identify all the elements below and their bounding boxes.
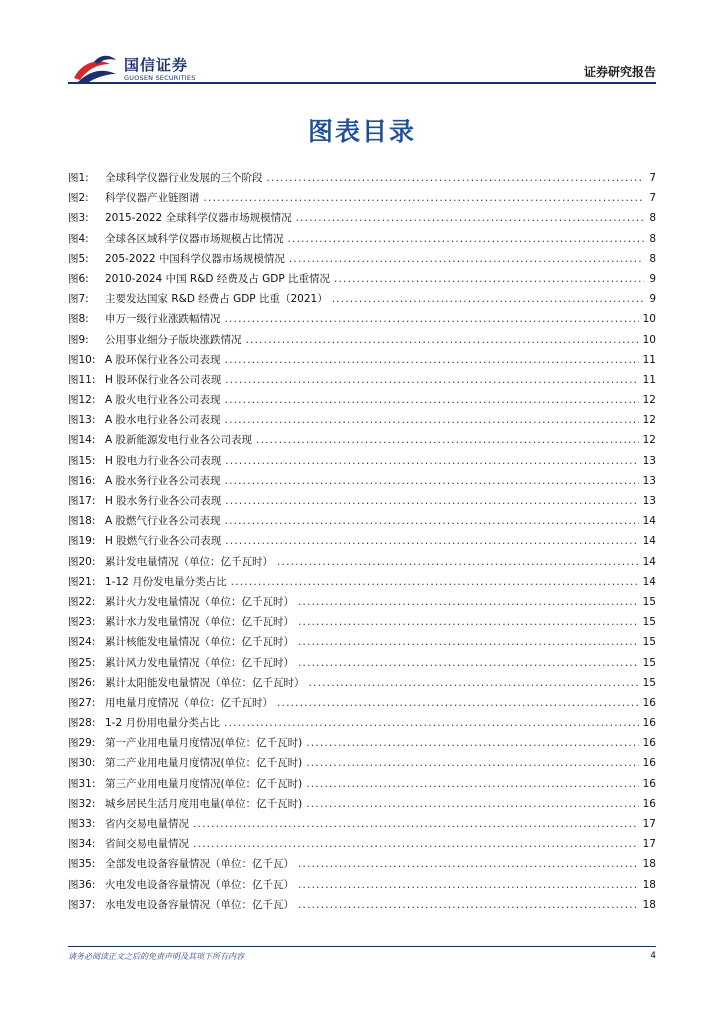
- toc-entry[interactable]: [68, 269, 656, 289]
- guosen-logo: [72, 52, 212, 86]
- toc-entry[interactable]: [68, 733, 656, 753]
- toc-page-number: 9: [649, 272, 656, 285]
- toc-entry[interactable]: [68, 410, 656, 430]
- toc-page-number: 18: [642, 898, 656, 911]
- toc-figure-number: 图31:: [68, 777, 96, 790]
- toc-page-number: 11: [642, 373, 656, 386]
- toc-dot-leader: [256, 430, 639, 450]
- toc-entry-title: 第三产业用电量月度情况(单位：亿千瓦时): [105, 777, 303, 790]
- toc-page-number: 16: [642, 717, 656, 730]
- toc-page-number: 8: [649, 232, 656, 245]
- toc-figure-number: 图35:: [68, 858, 96, 871]
- header-divider: [68, 82, 656, 84]
- toc-page-number: 15: [642, 676, 656, 689]
- toc-figure-number: 图24:: [68, 636, 96, 649]
- toc-dot-leader: [225, 511, 639, 531]
- toc-figure-number: 图30:: [68, 757, 96, 770]
- toc-page-number: 12: [642, 414, 656, 427]
- toc-entry[interactable]: [68, 753, 656, 773]
- toc-figure-number: 图25:: [68, 656, 96, 669]
- toc-figure-number: 图36:: [68, 878, 96, 891]
- toc-entry[interactable]: [68, 330, 656, 350]
- toc-page-number: 16: [642, 757, 656, 770]
- toc-entry[interactable]: [68, 390, 656, 410]
- toc-dot-leader: [306, 794, 638, 814]
- toc-figure-number: 图19:: [68, 535, 96, 548]
- toc-entry-title: 全球科学仪器行业发展的三个阶段: [105, 172, 263, 184]
- figure-table-of-contents: [68, 168, 656, 915]
- toc-entry-title: A 股水务行业各公司表现: [105, 474, 221, 487]
- toc-entry-title: 省内交易电量情况: [105, 818, 189, 830]
- toc-figure-number: 图1:: [68, 172, 89, 184]
- toc-entry-title: 省间交易电量情况: [105, 838, 189, 851]
- toc-entry[interactable]: [68, 531, 656, 551]
- toc-page-number: 15: [642, 616, 656, 629]
- toc-figure-number: 图15:: [68, 454, 96, 467]
- toc-entry-title: 用电量月度情况（单位：亿千瓦时）: [105, 696, 273, 709]
- toc-entry-title: 第一产业用电量月度情况(单位：亿千瓦时): [105, 737, 303, 750]
- toc-page-number: 16: [642, 696, 656, 709]
- toc-page-number: 11: [642, 353, 656, 366]
- toc-dot-leader: [298, 592, 639, 612]
- toc-entry[interactable]: [68, 471, 656, 491]
- toc-page-number: 13: [642, 495, 656, 507]
- toc-figure-number: 图6:: [68, 272, 89, 285]
- toc-figure-number: 图14:: [68, 434, 96, 447]
- toc-entry-title: A 股新能源发电行业各公司表现: [105, 434, 253, 447]
- toc-figure-number: 图16:: [68, 474, 96, 487]
- toc-entry-title: 2015-2022 全球科学仪器市场规模情况: [105, 212, 292, 225]
- toc-entry-title: 累计火力发电量情况（单位：亿千瓦时）: [105, 595, 294, 608]
- toc-figure-number: 图9:: [68, 333, 89, 346]
- toc-page-number: 18: [642, 878, 656, 891]
- toc-entry-title: 1-2 月份用电量分类占比: [105, 717, 220, 730]
- toc-entry[interactable]: [68, 188, 656, 208]
- toc-page-number: 14: [642, 555, 656, 568]
- toc-entry-title: 主要发达国家 R&D 经费占 GDP 比重（2021）: [105, 293, 328, 306]
- toc-figure-number: 图4:: [68, 232, 89, 245]
- toc-dot-leader: [225, 410, 639, 430]
- toc-entry-title: 累计发电量情况（单位：亿千瓦时）: [105, 555, 273, 568]
- toc-entry[interactable]: [68, 794, 656, 814]
- toc-entry[interactable]: [68, 491, 656, 511]
- toc-entry[interactable]: [68, 168, 656, 188]
- toc-entry[interactable]: [68, 511, 656, 531]
- toc-entry-title: 城乡居民生活月度用电量(单位：亿千瓦时): [105, 797, 303, 810]
- toc-page-number: 10: [642, 333, 656, 346]
- toc-figure-number: 图29:: [68, 737, 96, 750]
- toc-page-number: 15: [642, 595, 656, 608]
- toc-dot-leader: [225, 471, 639, 491]
- toc-figure-number: 图3:: [68, 212, 89, 225]
- toc-entry-title: 全球各区域科学仪器市场规模占比情况: [105, 232, 284, 245]
- toc-dot-leader: [246, 330, 639, 350]
- toc-dot-leader: [277, 693, 639, 713]
- toc-figure-number: 图37:: [68, 898, 96, 911]
- toc-entry-title: 累计太阳能发电量情况（单位：亿千瓦时）: [105, 676, 305, 689]
- logo-chinese-name: 国信证券: [124, 56, 189, 74]
- toc-entry[interactable]: [68, 451, 656, 471]
- toc-page-number: 13: [642, 474, 656, 487]
- toc-figure-number: 图2:: [68, 192, 89, 205]
- toc-page-number: 8: [649, 212, 656, 225]
- toc-figure-number: 图22:: [68, 595, 96, 608]
- toc-dot-leader: [298, 895, 639, 915]
- toc-entry-title: H 股水务行业各公司表现: [105, 495, 222, 507]
- toc-figure-number: 图7:: [68, 293, 89, 306]
- toc-page-number: 15: [642, 636, 656, 649]
- toc-page-number: 17: [642, 838, 656, 851]
- toc-page-number: 14: [642, 515, 656, 528]
- toc-entry-title: A 股火电行业各公司表现: [105, 394, 221, 407]
- toc-entry-title: 水电发电设备容量情况（单位：亿千瓦）: [105, 898, 294, 911]
- toc-figure-number: 图18:: [68, 515, 96, 528]
- toc-dot-leader: [296, 208, 644, 228]
- toc-entry[interactable]: [68, 653, 656, 673]
- toc-dot-leader: [298, 875, 639, 895]
- toc-figure-number: 图10:: [68, 353, 96, 366]
- toc-entry[interactable]: [68, 229, 656, 249]
- toc-figure-number: 图13:: [68, 414, 96, 427]
- toc-page-number: 17: [642, 818, 656, 830]
- toc-dot-leader: [225, 451, 638, 471]
- toc-page-number: 10: [642, 313, 656, 326]
- toc-entry-title: H 股电力行业各公司表现: [105, 454, 222, 467]
- toc-page-number: 8: [649, 252, 656, 265]
- toc-entry[interactable]: [68, 713, 656, 733]
- toc-dot-leader: [289, 249, 644, 269]
- report-type-label: 证券研究报告: [583, 65, 656, 79]
- toc-entry-title: 2010-2024 中国 R&D 经费及占 GDP 比重情况: [105, 272, 331, 285]
- toc-dot-leader: [334, 269, 644, 289]
- toc-dot-leader: [277, 552, 639, 572]
- guosen-logo-icon: [72, 52, 120, 86]
- toc-page-number: 12: [642, 434, 656, 447]
- toc-entry-title: A 股环保行业各公司表现: [105, 353, 221, 366]
- toc-entry-title: 科学仪器产业链图谱: [105, 192, 200, 205]
- toc-entry-title: 第二产业用电量月度情况(单位：亿千瓦时): [105, 757, 303, 770]
- toc-entry[interactable]: [68, 289, 656, 309]
- toc-dot-leader: [225, 531, 638, 551]
- toc-entry[interactable]: [68, 895, 656, 915]
- toc-figure-number: 图28:: [68, 717, 96, 730]
- toc-dot-leader: [267, 168, 645, 188]
- toc-entry[interactable]: [68, 572, 656, 592]
- toc-dot-leader: [288, 229, 645, 249]
- toc-dot-leader: [225, 491, 638, 511]
- toc-figure-number: 图23:: [68, 616, 96, 629]
- toc-entry[interactable]: [68, 350, 656, 370]
- toc-entry[interactable]: [68, 370, 656, 390]
- toc-entry[interactable]: [68, 552, 656, 572]
- page-title: 图表目录: [307, 117, 416, 146]
- logo-english-name: GUOSEN SECURITIES: [124, 74, 196, 82]
- toc-entry-title: 1-12 月份发电量分类占比: [105, 575, 227, 588]
- toc-entry[interactable]: [68, 632, 656, 652]
- toc-page-number: 14: [642, 535, 656, 548]
- toc-dot-leader: [225, 350, 639, 370]
- toc-page-number: 15: [642, 656, 656, 669]
- toc-entry[interactable]: [68, 673, 656, 693]
- toc-page-number: 12: [642, 394, 656, 407]
- toc-entry[interactable]: [68, 309, 656, 329]
- toc-figure-number: 图33:: [68, 818, 96, 830]
- toc-page-number: 7: [649, 172, 656, 184]
- toc-entry[interactable]: [68, 875, 656, 895]
- toc-entry-title: 火电发电设备容量情况（单位：亿千瓦）: [105, 878, 294, 891]
- toc-figure-number: 图12:: [68, 394, 96, 407]
- page-header: [0, 0, 724, 90]
- footer-divider: [68, 946, 656, 947]
- toc-dot-leader: [225, 309, 639, 329]
- toc-figure-number: 图34:: [68, 838, 96, 851]
- toc-entry-title: A 股水电行业各公司表现: [105, 414, 221, 427]
- toc-figure-number: 图32:: [68, 797, 96, 810]
- toc-entry[interactable]: [68, 592, 656, 612]
- toc-entry-title: H 股燃气行业各公司表现: [105, 535, 222, 548]
- toc-figure-number: 图8:: [68, 313, 89, 326]
- toc-entry-title: 公用事业细分子版块涨跌情况: [105, 333, 242, 346]
- toc-entry[interactable]: [68, 854, 656, 874]
- toc-entry[interactable]: [68, 834, 656, 854]
- toc-entry-title: A 股燃气行业各公司表现: [105, 515, 221, 528]
- toc-page-number: 18: [642, 858, 656, 871]
- toc-figure-number: 图26:: [68, 676, 96, 689]
- toc-dot-leader: [298, 653, 639, 673]
- toc-dot-leader: [231, 572, 639, 592]
- toc-page-number: 13: [642, 454, 656, 467]
- toc-entry-title: 累计风力发电量情况（单位：亿千瓦时）: [105, 656, 294, 669]
- toc-entry-title: 205-2022 中国科学仪器市场规模情况: [105, 252, 285, 265]
- toc-dot-leader: [298, 612, 639, 632]
- toc-page-number: 7: [649, 192, 656, 205]
- toc-dot-leader: [309, 673, 639, 693]
- toc-dot-leader: [306, 774, 638, 794]
- toc-entry-title: H 股环保行业各公司表现: [105, 373, 222, 386]
- toc-page-number: 16: [642, 737, 656, 750]
- toc-entry[interactable]: [68, 612, 656, 632]
- toc-dot-leader: [224, 713, 639, 733]
- toc-entry[interactable]: [68, 208, 656, 228]
- toc-entry-title: 累计水力发电量情况（单位：亿千瓦时）: [105, 616, 294, 629]
- toc-page-number: 16: [642, 797, 656, 810]
- toc-page-number: 16: [642, 777, 656, 790]
- toc-figure-number: 图21:: [68, 575, 96, 588]
- toc-entry[interactable]: [68, 249, 656, 269]
- toc-figure-number: 图27:: [68, 696, 96, 709]
- toc-entry[interactable]: [68, 693, 656, 713]
- toc-entry-title: 申万一级行业涨跌幅情况: [105, 313, 221, 326]
- toc-dot-leader: [193, 834, 639, 854]
- toc-figure-number: 图17:: [68, 495, 96, 507]
- toc-page-number: 9: [649, 293, 656, 306]
- toc-figure-number: 图20:: [68, 555, 96, 568]
- toc-dot-leader: [225, 370, 638, 390]
- toc-entry-title: 全部发电设备容量情况（单位：亿千瓦）: [105, 858, 294, 871]
- footer-disclaimer: 请务必阅读正文之后的免责声明及其项下所有内容: [68, 952, 244, 961]
- toc-figure-number: 图11:: [68, 373, 96, 386]
- page-number: 4: [650, 951, 656, 961]
- toc-dot-leader: [332, 289, 644, 309]
- toc-dot-leader: [204, 188, 645, 208]
- toc-dot-leader: [193, 814, 639, 834]
- toc-entry[interactable]: [68, 430, 656, 450]
- toc-entry-title: 累计核能发电量情况（单位：亿千瓦时）: [105, 636, 294, 649]
- toc-dot-leader: [306, 753, 638, 773]
- toc-entry[interactable]: [68, 774, 656, 794]
- toc-page-number: 14: [642, 575, 656, 588]
- toc-dot-leader: [298, 854, 639, 874]
- toc-figure-number: 图5:: [68, 252, 89, 265]
- toc-dot-leader: [225, 390, 639, 410]
- toc-entry[interactable]: [68, 814, 656, 834]
- toc-dot-leader: [306, 733, 638, 753]
- toc-dot-leader: [298, 632, 639, 652]
